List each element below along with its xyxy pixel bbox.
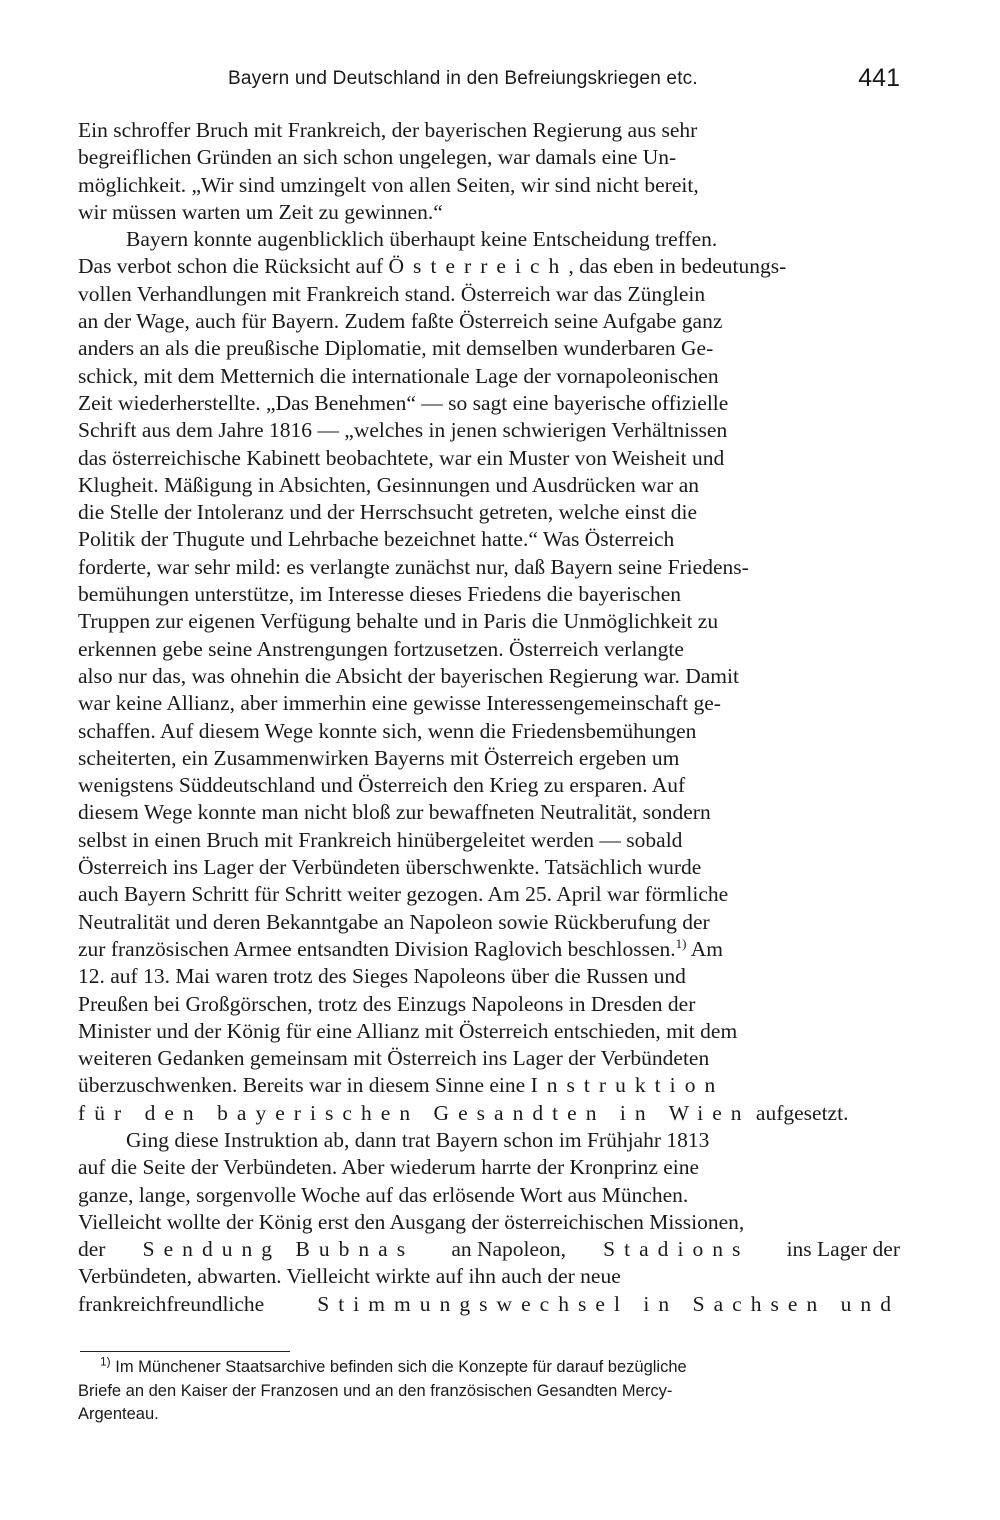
footnote-line: Briefe an den Kaiser der Franzosen und an den französischen Gesandten Mercy- — [78, 1381, 673, 1400]
text-line: forderte, war sehr mild: es verlangte zunächst nur, daß Bayern seine Friedens- — [78, 554, 749, 579]
text-line: für den bayerischen Gesandten in Wien aufgesetzt. — [78, 1100, 849, 1125]
body-text — [78, 117, 900, 1318]
text-line: Österreich ins Lager der Verbündeten überschwenkte. Tatsächlich wurde — [78, 855, 702, 880]
footnote-marker: 1) — [100, 1354, 111, 1369]
page-header — [78, 64, 900, 104]
text-line: schaffen. Auf diesem Wege konnte sich, wenn die Friedensbemühungen — [78, 718, 697, 743]
footnote-line: $^{1)}$ Im Münchener Staatsarchive befinden sich die Konzepte für darauf bezügliche — [100, 1354, 687, 1376]
spaced-emphasis: Sendung Bubnas — [142, 1237, 415, 1262]
footnote-rule — [80, 1351, 290, 1352]
text-line: schick, mit dem Metternich die internationale Lage der vornapoleonischen — [78, 363, 719, 388]
text-line: 12. auf 13. Mai waren trotz des Sieges Napoleons über die Russen und — [78, 964, 686, 989]
text-line: anders an als die preußische Diplomatie, mit demselben wunderbaren Ge- — [78, 336, 714, 361]
spaced-emphasis: Stadions — [603, 1237, 750, 1262]
spaced-emphasis: Stimmungswechsel in Sachsen und — [317, 1291, 900, 1316]
text-line: Ging diese Instruktion ab, dann trat Bayern schon im Frühjahr 1813 — [126, 1127, 710, 1152]
running-title: Bayern und Deutschland in den Befreiungskriegen etc. — [228, 68, 698, 89]
text-line: Bayern konnte augenblicklich überhaupt keine Entscheidung treffen. — [126, 227, 718, 252]
text-line: Neutralität und deren Bekanntgabe an Napoleon sowie Rückberufung der — [78, 909, 710, 934]
text-line: Zeit wiederherstellte. „Das Benehmen“ — so sagt eine bayerische offizielle — [78, 390, 729, 415]
text-line: ganze, lange, sorgenvolle Woche auf das erlösende Wort aus München. — [78, 1182, 689, 1207]
text-line: die Stelle der Intoleranz und der Herrschsucht getreten, welche einst die — [78, 500, 698, 525]
text-line: begreiflichen Gründen an sich schon ungelegen, war damals eine Un- — [78, 145, 677, 170]
text-line: zur französischen Armee entsandten Division Raglovich beschlossen.$^{1)}$ Am — [78, 935, 723, 961]
text-line: an der Wage, auch für Bayern. Zudem faßte Österreich seine Aufgabe ganz — [78, 309, 723, 334]
text-line: Klugheit. Mäßigung in Absichten, Gesinnungen und Ausdrücken war an — [78, 472, 700, 497]
text-line: Minister und der König für eine Allianz mit Österreich entschieden, mit dem — [78, 1018, 738, 1043]
text-line: weiteren Gedanken gemeinsam mit Österreich ins Lager der Verbündeten — [78, 1046, 710, 1071]
text-line: war keine Allianz, aber immerhin eine gewisse Interessengemeinschaft ge- — [78, 691, 721, 716]
text-line: überzuschwenken. Bereits war in diesem Sinne eine Instruktion — [78, 1073, 725, 1098]
text-line: Ein schroffer Bruch mit Frankreich, der bayerischen Regierung aus sehr — [78, 118, 698, 142]
text-line: Truppen zur eigenen Verfügung behalte und in Paris die Unmöglichkeit zu — [78, 609, 719, 634]
text-line: bemühungen unterstütze, im Interesse dieses Friedens die bayerischen — [78, 582, 682, 607]
text-line: also nur das, was ohnehin die Absicht der bayerischen Regierung war. Damit — [78, 663, 739, 688]
text-line: möglichkeit. „Wir sind umzingelt von allen Seiten, wir sind nicht bereit, — [78, 172, 699, 197]
text-line: der Sendung Bubnas an Napoleon, Stadions ins Lager der — [78, 1236, 900, 1263]
text-line: auch Bayern Schritt für Schritt weiter gezogen. Am 25. April war förmliche — [78, 882, 729, 907]
text-line: Vielleicht wollte der König erst den Ausgang der österreichischen Missionen, — [78, 1209, 745, 1234]
text-line: diesem Wege konnte man nicht bloß zur bewaffneten Neutralität, sondern — [78, 800, 711, 825]
spaced-emphasis: Instruktion — [530, 1073, 725, 1098]
spaced-emphasis: Österreich — [388, 254, 569, 279]
spaced-emphasis: für den bayerischen Gesandten in Wien — [78, 1100, 751, 1125]
text-line: Das verbot schon die Rücksicht auf Österreich, das eben in bedeutungs- — [78, 254, 787, 279]
text-line: erkennen gebe seine Anstrengungen fortzusetzen. Österreich verlangte — [78, 636, 684, 661]
footnote — [78, 1356, 900, 1427]
text-line: Schrift aus dem Jahre 1816 — „welches in jenen schwierigen Verhältnissen — [78, 418, 728, 443]
footnote-line: Argenteau. — [78, 1405, 159, 1423]
text-line: wir müssen warten um Zeit zu gewinnen.“ — [78, 199, 443, 224]
text-line: auf die Seite der Verbündeten. Aber wiederum harrte der Kronprinz eine — [78, 1155, 700, 1180]
text-line: wenigstens Süddeutschland und Österreich den Krieg zu ersparen. Auf — [78, 773, 686, 798]
text-line: Verbündeten, abwarten. Vielleicht wirkte auf ihn auch der neue — [78, 1264, 621, 1289]
page-number: 441 — [858, 64, 900, 92]
text-line: vollen Verhandlungen mit Frankreich stand. Österreich war das Zünglein — [78, 281, 706, 306]
text-line: selbst in einen Bruch mit Frankreich hinübergeleitet werden — sobald — [78, 827, 683, 852]
text-line: frankreichfreundliche Stimmungswechsel in Sachsen und — [78, 1291, 900, 1318]
text-line: Preußen bei Großgörschen, trotz des Einzugs Napoleons in Dresden der — [78, 991, 696, 1016]
text-line: scheiterten, ein Zusammenwirken Bayerns mit Österreich ergeben um — [78, 745, 680, 770]
text-line: Politik der Thugute und Lehrbache bezeichnet hatte.“ Was Österreich — [78, 527, 675, 552]
footnote-marker: 1) — [675, 935, 687, 951]
text-line: das österreichische Kabinett beobachtete, war ein Muster von Weisheit und — [78, 445, 725, 470]
